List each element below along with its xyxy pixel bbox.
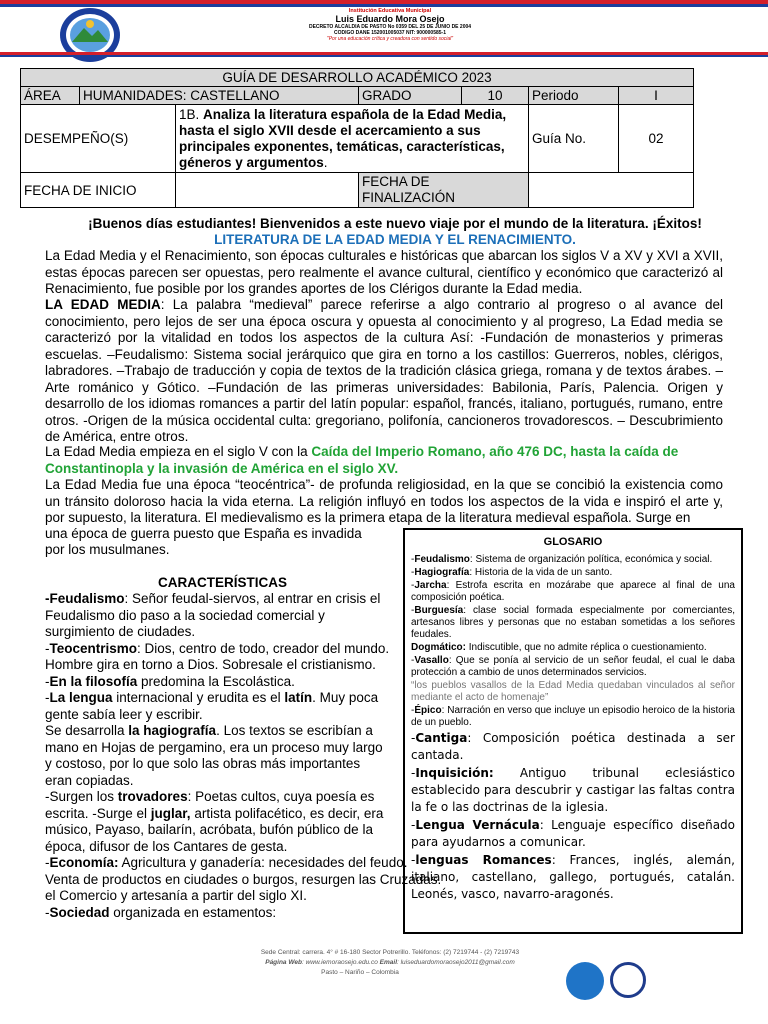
- char-economia-term: Economía:: [49, 855, 119, 870]
- glossary-def: : clase social formada especialmente por comerciantes, artesanos libres y personas que no estaban sometidas a los señores feudales.: [411, 605, 735, 640]
- char-teocentrismo-term: Teocentrismo: [49, 640, 138, 656]
- char-lengua-text: internacional y erudita es el: [112, 690, 285, 705]
- glossary-def: : Que se ponía al servicio de un señor feudal, el cual le daba protección a cambio de unos determinados servicios.: [411, 655, 735, 678]
- glossary-term: Feudalismo: [414, 554, 470, 565]
- timeline-text: La Edad Media empieza en el siglo V con la: [45, 444, 312, 459]
- glossary-term: Burguesía: [414, 605, 464, 616]
- intro-paragraph: La Edad Media y el Renacimiento, son épocas culturales e históricas que abarcan los siglos V a XV y XVI a XVII, estas épocas parecen ser opuestas, pero realmente el avance cultural, científico y económico que caracterizó al Renacimiento, fue posible por los grandes aportes de los Clérigos durante la Edad media.: [45, 248, 723, 296]
- char-economia-text: Agricultura y ganadería: necesidades del feudo.: [118, 855, 408, 870]
- char-juglar-pre: escrita. -Surge el: [45, 805, 151, 821]
- glossary-term: lenguas Romances: [415, 853, 552, 867]
- glossary-item: -Inquisición: Antiguo tribunal eclesiástico establecido para descubrir y castigar las faltas contra la fe o las doctrinas de la iglesia.: [411, 766, 735, 814]
- periodo-value: I: [619, 87, 694, 105]
- char-line: y costoso, por lo que solo las obras más importantes: [45, 756, 361, 771]
- glossary-def: : Lenguaje específico diseñado para ayudarnos a comunicar.: [411, 818, 736, 849]
- char-line: músico, Payaso, bailarín, acróbata, bufón público de la: [45, 822, 373, 837]
- char-juglar-term: juglar,: [150, 805, 191, 821]
- char-line: [45, 591, 401, 608]
- glossary-def: : Narración en verso que incluye un episodio heroico de la historia de un pueblo.: [411, 705, 735, 728]
- glossary-item: -Jarcha: Estrofa escrita en mozárabe que aparece al final de una composición poética.: [411, 580, 735, 603]
- glossary-item: [411, 642, 735, 654]
- footer-contact: [180, 958, 600, 968]
- char-feudalismo-text: : Señor feudal-siervos, al entrar en crisis el: [124, 591, 381, 606]
- char-trovadores-pre: -Surgen los: [45, 789, 118, 804]
- footer-city: Pasto – Nariño – Colombia: [321, 969, 399, 976]
- char-hagiografia-pre: Se desarrolla: [45, 723, 129, 738]
- institution-type: Institución Educativa Municipal: [348, 8, 432, 14]
- char-sociedad-text: organizada en estamentos:: [109, 904, 277, 920]
- glossary-def: Antiguo tribunal eclesiástico establecido para descubrir y castigar las faltas contra la fe o las doctrinas de la iglesia.: [411, 766, 735, 814]
- char-teocentrismo-text: : Dios, centro de todo, creador del mundo.: [137, 640, 390, 656]
- char-line: eran copiadas.: [45, 772, 134, 788]
- char-line: -La lengua internacional y erudita es el latín. Muy poca: [45, 690, 379, 705]
- char-line: Feudalismo dio paso a la sociedad comercial y: [45, 607, 325, 623]
- glossary-box: [403, 528, 743, 934]
- char-lengua-term: La lengua: [49, 690, 113, 705]
- footer-email-label: Email: [379, 959, 397, 966]
- school-name: Luis Eduardo Mora Osejo: [335, 14, 445, 24]
- char-line: [45, 723, 401, 740]
- fecha-inicio-value[interactable]: [176, 173, 359, 208]
- char-line: el Comercio y artesanía a partir del siglo XI.: [45, 888, 307, 903]
- codes: CODIGO DANE 152001005037 NIT: 900000585-1: [333, 30, 446, 36]
- fecha-fin-value[interactable]: [529, 173, 694, 208]
- glossary-term: Lengua Vernácula: [415, 818, 540, 832]
- char-line: época, difusor de los Cantares de gesta.: [45, 838, 288, 854]
- char-line: [45, 789, 401, 806]
- area-value: HUMANIDADES: CASTELLANO: [80, 87, 359, 105]
- footer-web-label: Página Web: [265, 959, 302, 966]
- char-sociedad-term: Sociedad: [49, 904, 110, 920]
- header-text: [180, 8, 600, 42]
- characteristics-title: CARACTERÍSTICAS: [157, 575, 287, 590]
- glossary-item: -Cantiga: Composición poética destinada a ser cantada.: [411, 731, 735, 762]
- area-label: ÁREA: [21, 87, 80, 105]
- glossary-item: -Épico: Narración en verso que incluye un episodio heroico de la historia de un pueblo.: [411, 705, 735, 728]
- edad-media-text: : La palabra “medieval” parece referirse a algo contrario al progreso o al avance del conocimiento, pero lejos de ser una época oscura y opuesta al conocimiento y al progreso, La Edad media se caracterizó por la vitalidad en todos los aspectos de la cultura Así: -Fundación de monasterios y primeras escuelas. –Feudalismo: Sistema social jerárquico que gira en torno a los castillos: Guerreros, nobles, clérigos, labradores. –Trabajo de traducción y copia de textos de la tradición clásica griega, romana y de textos árabes. –Arte románico y Gótico. –Fundación de las primeras universidades: Babilonia, París, Palencia. Origen y desarrollo de los idiomas romances a partir del latín popular: español, francés, italiano, portugués, rumano, entre otros. -Origen de la música occidental culta: gregoriano, polifonía, cancioneros trovadorescos. – Descubrimiento de América, entre otros.: [45, 297, 723, 444]
- char-filosofia-text: predomina la Escolástica.: [137, 673, 295, 689]
- char-line: -Economía: Agricultura y ganadería: necesidades del feudo.: [45, 855, 408, 870]
- char-latin-term: latín: [284, 690, 313, 705]
- char-line: Hombre gira en torno a Dios. Sobresale el cristianismo.: [45, 657, 376, 672]
- glossary-item: -Burguesía: clase social formada especialmente por comerciantes, artesanos libres y personas que no estaban sometidas a los señores feudales.: [411, 605, 735, 640]
- edad-media-heading: LA EDAD MEDIA: [45, 297, 161, 312]
- glossary-term: Jarcha: [414, 580, 447, 591]
- glossary-def: : Frances, inglés, alemán, italiano, castellano, gallego, portugués, catalán. Leonés, vasco, navarro-aragonés.: [411, 853, 735, 901]
- footer-web-link[interactable]: : www.iemoraosejo.edu.co: [301, 959, 378, 966]
- edad-media-paragraph: [45, 297, 723, 446]
- section-title: LITERATURA DE LA EDAD MEDIA Y EL RENACIMIENTO.: [214, 232, 576, 247]
- glossary-def: Indiscutible, que no admite réplica o cuestionamiento.: [466, 642, 707, 653]
- teocentrica-paragraph: La Edad Media fue una época “teocéntrica”- de profunda religiosidad, en la que se concibió la existencia como un tránsito doloroso hacia la vida eterna. La religión influyó en todos los aspectos de la vida e inspiró el arte y, por supuesto, la literatura. El medievalismo es la primera etapa de la literatura medieval española. Surge en: [45, 477, 723, 525]
- timeline-paragraph: [45, 444, 723, 477]
- char-line: -Sociedad organizada en estamentos:: [45, 904, 277, 920]
- char-line: gente sabía leer y escribir.: [45, 706, 203, 722]
- grado-value: 10: [462, 87, 529, 105]
- quality-seal-icon: [610, 962, 646, 998]
- desempeno-description: Analiza la literatura española de la Edad Media, hasta el siglo XVII desde el acercamiento a sus principales exponentes, temáticas, características, géneros y argumentos: [179, 106, 507, 170]
- guia-value: 02: [619, 105, 694, 173]
- glossary-def: : Composición poética destinada a ser cantada.: [411, 731, 735, 762]
- char-line: surgimiento de ciudades.: [45, 624, 196, 639]
- char-trovadores-text: : Poetas cultos, cuya poesía es: [187, 789, 375, 804]
- guide-info-table: [20, 68, 694, 208]
- glossary-def: : Sistema de organización política, económica y social.: [469, 554, 713, 565]
- fecha-inicio-label: FECHA DE INICIO: [21, 173, 176, 208]
- char-feudalismo-term: -Feudalismo: [45, 591, 125, 606]
- glossary-title: GLOSARIO: [543, 536, 603, 548]
- grado-label: GRADO: [359, 87, 462, 105]
- char-line: Venta de productos en ciudades o burgos, resurgen las Cruzadas.: [45, 871, 442, 887]
- desempeno-label: DESEMPEÑO(S): [21, 105, 176, 173]
- char-lengua-text2: . Muy poca: [312, 690, 379, 705]
- glossary-term: Inquisición:: [415, 766, 494, 780]
- glossary-item: -Vasallo: Que se ponía al servicio de un señor feudal, el cual le daba protección a cambio de unos determinados servicios.: [411, 655, 735, 678]
- footer-address: Sede Central: carrera. 4° # 16-180 Sector Potrerillo. Teléfonos: (2) 7219744 - (2) 7219743: [260, 949, 520, 956]
- glossary-def: : Estrofa escrita en mozárabe que aparece al final de una composición poética.: [411, 580, 735, 603]
- char-hagiografia-term: la hagiografía: [128, 723, 217, 738]
- char-trovadores-term: trovadores: [117, 789, 188, 804]
- char-line: [45, 806, 401, 823]
- glossary-quote: “los pueblos vasallos de la Edad Media quedaban vinculados al señor mediante el acto de homenaje”: [411, 680, 735, 703]
- glossary-def: : Historia de la vida de un santo.: [469, 567, 613, 578]
- desempeno-text: 1B. Analiza la literatura española de la Edad Media, hasta el siglo XVII desde el acercamiento a sus principales exponentes, temáticas, características, géneros y argumentos.: [176, 105, 529, 173]
- periodo-label: Periodo: [529, 87, 619, 105]
- header-divider-blue: [0, 55, 768, 57]
- char-line: -En la filosofía predomina la Escolástica.: [45, 673, 295, 689]
- glossary-item: -Hagiografía: Historia de la vida de un santo.: [411, 567, 613, 578]
- char-juglar-text: artista polifacético, es decir, era: [190, 805, 384, 821]
- glossary-term: Dogmático:: [411, 642, 466, 653]
- glossary-item: -Lengua Vernácula: Lenguaje específico diseñado para ayudarnos a comunicar.: [411, 818, 736, 849]
- guia-label: Guía No.: [529, 105, 619, 173]
- decree: DECRETO ALCALDIA DE PASTO No 0359 DEL 25 DE JUNIO DE 2004: [308, 24, 472, 30]
- glossary-term: Cantiga: [415, 731, 468, 745]
- glossary-item: -lenguas Romances: Frances, inglés, alemán, italiano, castellano, gallego, portugués, catalán. Leonés, vasco, navarro-aragonés.: [411, 853, 735, 901]
- teocentrica-line2: una época de guerra puesto que España es invadida: [45, 526, 362, 541]
- greeting: ¡Buenos días estudiantes! Bienvenidos a este nuevo viaje por el mundo de la literatura. ¡Éxitos!: [88, 216, 702, 231]
- desempeno-prefix: 1B.: [179, 106, 200, 122]
- timeline-highlight: Caída del Imperio Romano, año 476 DC, hasta la caída de Constantinopla y la invasión de América en el siglo XV.: [45, 444, 679, 476]
- glossary-term: Vasallo: [414, 655, 449, 666]
- table-title: GUÍA DE DESARROLLO ACADÉMICO 2023: [21, 69, 694, 87]
- glossary-item: -Feudalismo: Sistema de organización política, económica y social.: [411, 554, 713, 565]
- teocentrica-line3: por los musulmanes.: [45, 542, 170, 557]
- motto: "Por una educación crítica y creadora con sentido social": [326, 36, 454, 42]
- footer-email-link[interactable]: : luiseduardomoraosejo2011@gmail.com: [397, 959, 515, 966]
- fecha-fin-label: FECHA DE FINALIZACIÓN: [359, 173, 529, 208]
- glossary-term: Hagiografía: [414, 567, 470, 578]
- char-line: mano en Hojas de pergamino, era un proceso muy largo: [45, 739, 383, 755]
- footer: [180, 948, 600, 978]
- certification-badge-icon: [566, 962, 604, 1000]
- glossary-term: Épico: [414, 705, 442, 716]
- char-hagiografia-text: . Los textos se escribían a: [216, 723, 373, 738]
- char-line: -Teocentrismo: Dios, centro de todo, creador del mundo.: [45, 640, 390, 656]
- char-filosofia-term: En la filosofía: [49, 673, 138, 689]
